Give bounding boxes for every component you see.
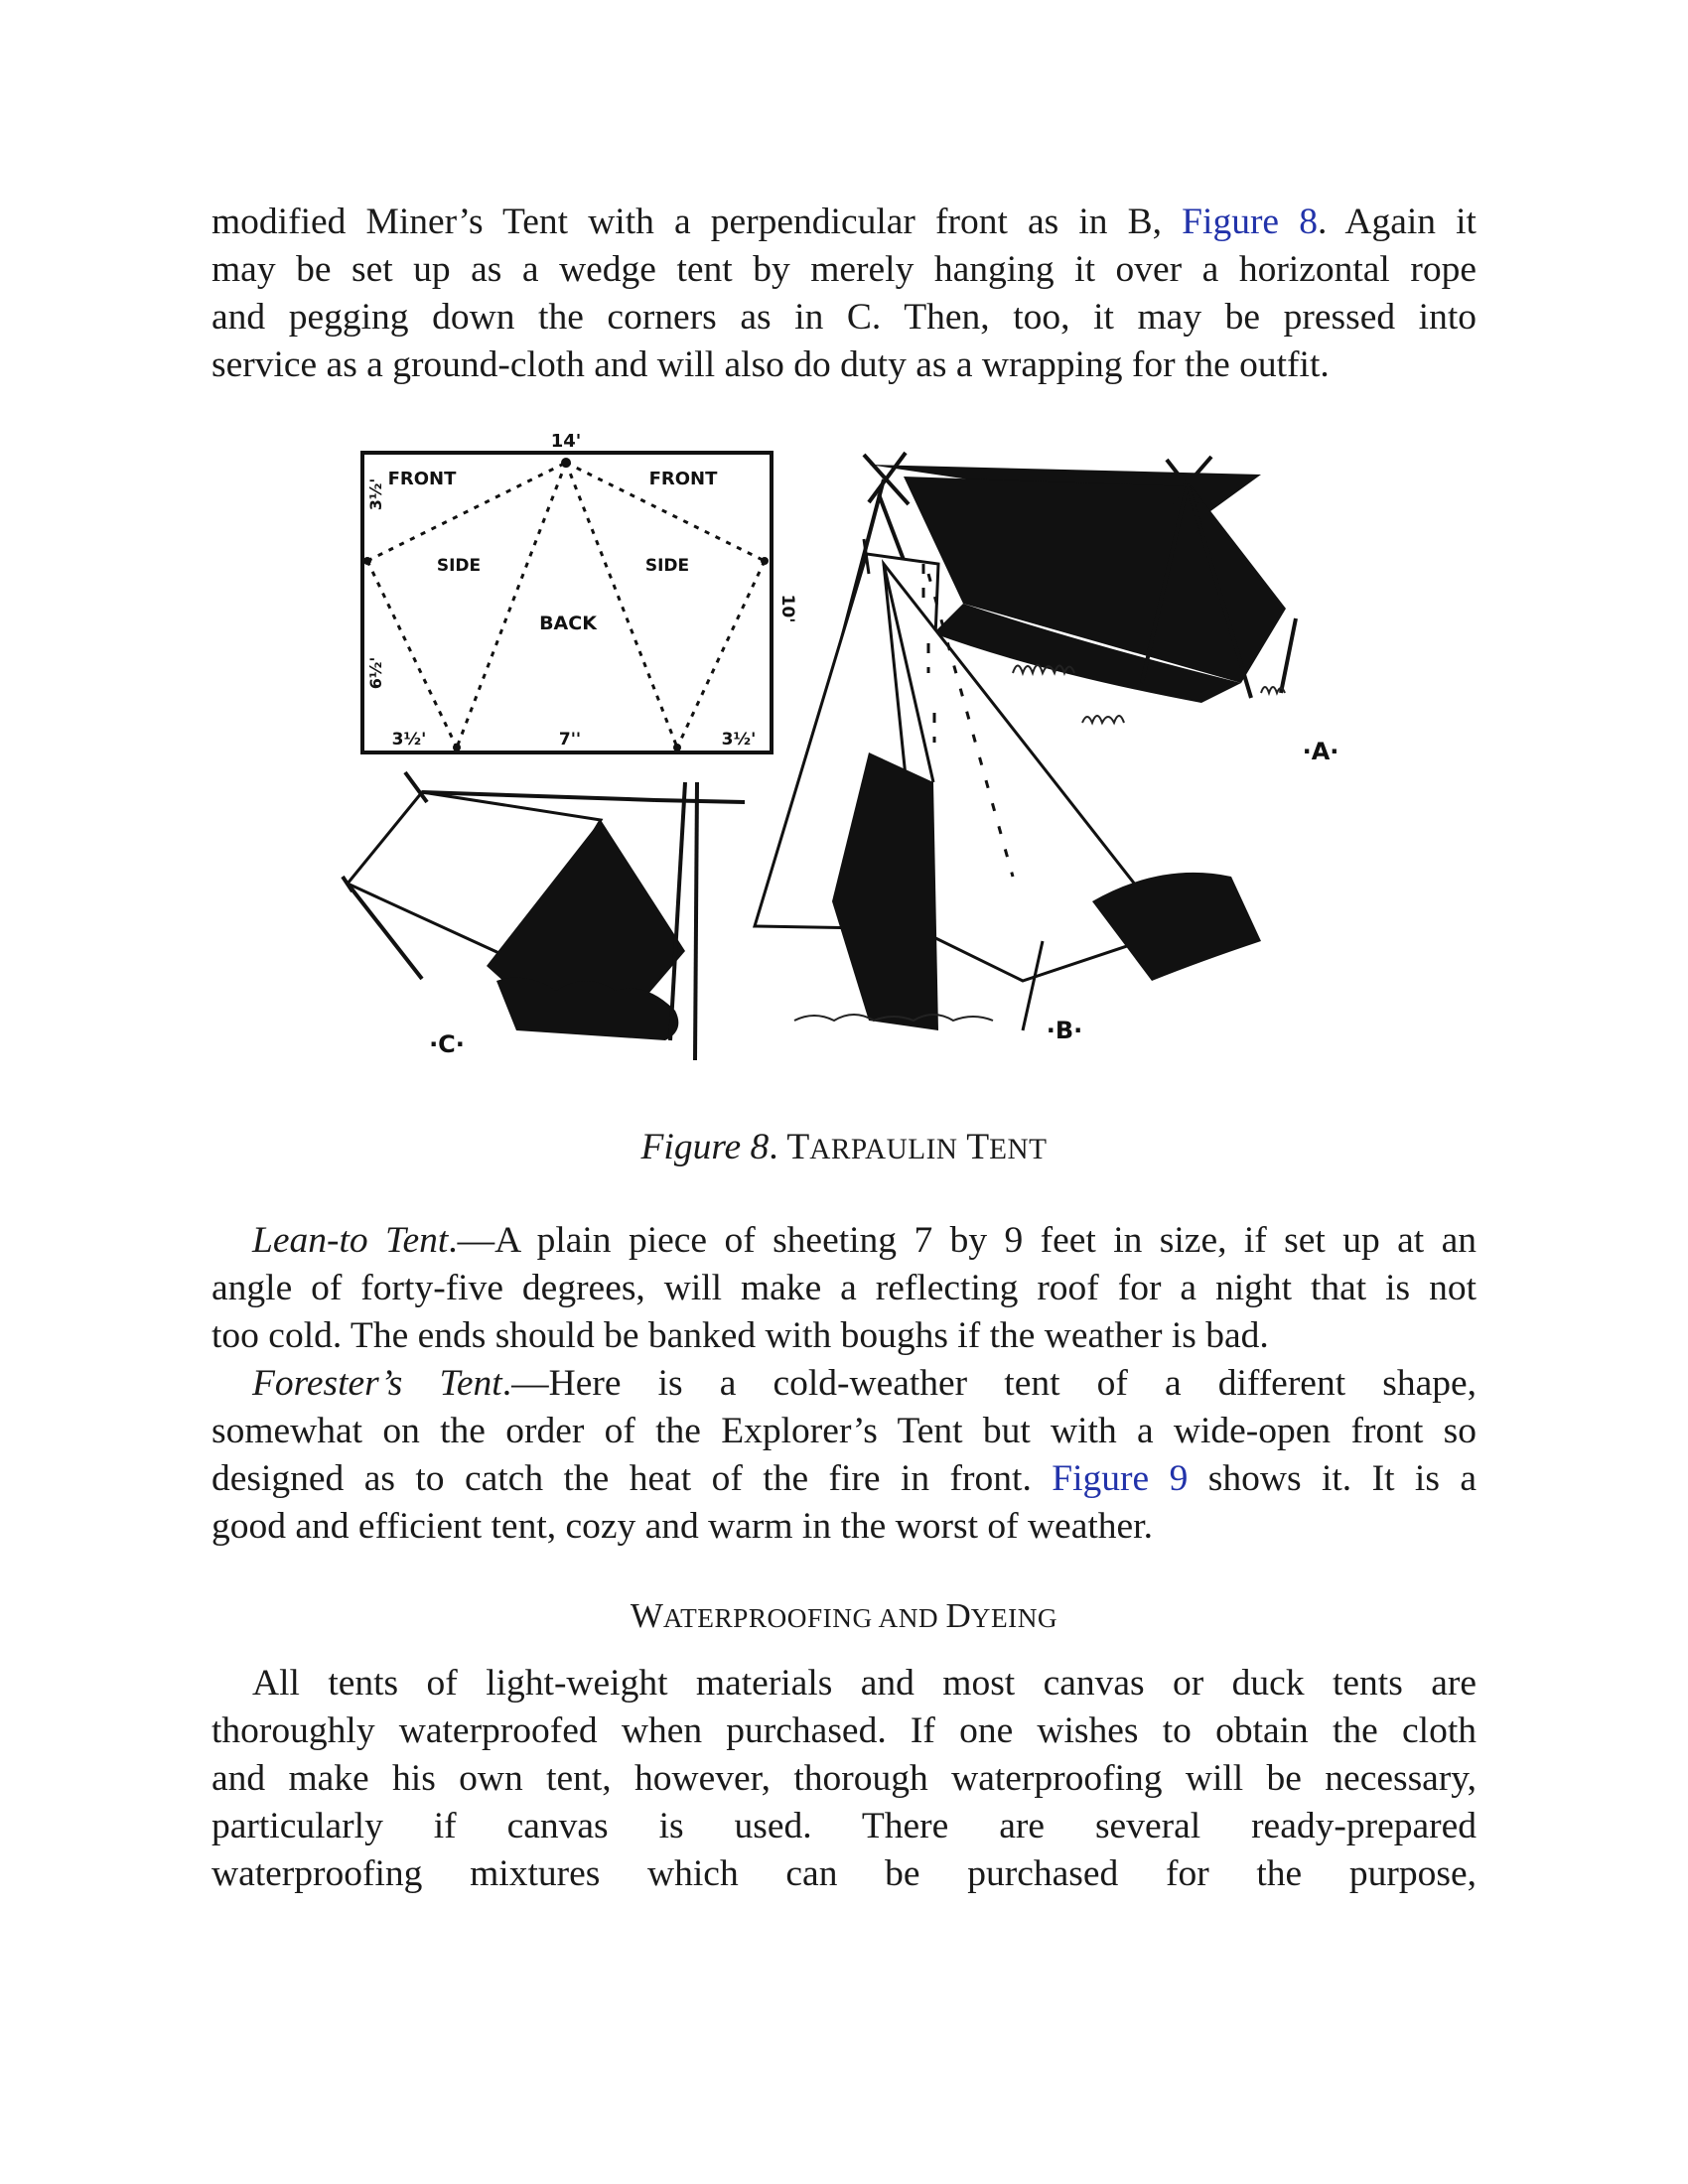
text-line: angle of forty-five degrees, will make a reflecting roof for a night that is not	[211, 1268, 1477, 1308]
text-line: service as a ground-cloth and will also do duty as a wrapping for the outfit.	[211, 344, 1330, 385]
front-right-label: FRONT	[648, 469, 718, 489]
dimension-14ft: 14'	[550, 431, 582, 452]
figure-8-link[interactable]: Figure 8	[1182, 202, 1318, 242]
dimension-bottom-left: 3½'	[391, 730, 427, 750]
tarpaulin-tent-drawing	[328, 425, 1370, 1080]
text-line: too cold. The ends should be banked with boughs if the weather is bad.	[211, 1315, 1269, 1356]
text-line: All tents of light-weight materials and most canvas or duck tents are	[252, 1663, 1477, 1704]
dimension-right-10ft: 10'	[777, 594, 797, 623]
paragraph-tarpaulin-uses	[211, 199, 1477, 389]
figure-caption: Figure 8. TARPAULIN TENT	[640, 1127, 1048, 1167]
front-left-label: FRONT	[387, 469, 457, 489]
text-line: may be set up as a wedge tent by merely hanging it over a horizontal rope	[211, 249, 1477, 290]
dimension-left-top: 3½'	[366, 478, 385, 511]
paragraph-lean-to-tent	[211, 1217, 1477, 1360]
text-line: designed as to catch the heat of the fire in front. Figure 9 shows it. It is a	[211, 1458, 1477, 1499]
tent-c-drawing	[343, 772, 745, 1060]
tent-a-label: ·A·	[1302, 738, 1339, 765]
text-line: modified Miner’s Tent with a perpendicular front as in B, Figure 8. Again it	[211, 202, 1477, 242]
text-line: particularly if canvas is used. There are several ready-prepared	[211, 1806, 1477, 1846]
section-heading: WATERPROOFING AND DYEING	[630, 1596, 1058, 1635]
figure-9-link[interactable]: Figure 9	[1052, 1458, 1189, 1499]
text-line: Forester’s Tent.—Here is a cold-weather tent of a different shape,	[252, 1363, 1477, 1404]
dimension-left-bottom: 6½'	[366, 656, 385, 690]
tent-b-label: ·B·	[1046, 1017, 1083, 1044]
figure-8-illustration	[328, 425, 1370, 1080]
back-label: BACK	[539, 613, 597, 634]
tarpaulin-cutting-diagram	[362, 431, 797, 752]
text-line: Lean-to Tent.—A plain piece of sheeting 7 by 9 feet in size, if set up at an	[252, 1220, 1477, 1261]
text-line: waterproofing mixtures which can be purchased for the purpose,	[211, 1853, 1477, 1894]
text-line: good and efficient tent, cozy and warm in the worst of weather.	[211, 1506, 1153, 1547]
side-right-label: SIDE	[644, 556, 690, 576]
tent-c-label: ·C·	[429, 1030, 465, 1058]
paragraph-waterproofing	[211, 1660, 1477, 1898]
text-line: and make his own tent, however, thorough waterproofing will be necessary,	[211, 1758, 1477, 1799]
paragraph-foresters-tent	[211, 1360, 1477, 1551]
dimension-bottom-middle: 7''	[558, 730, 582, 750]
text-line: somewhat on the order of the Explorer’s Tent but with a wide-open front so	[211, 1411, 1477, 1451]
side-left-label: SIDE	[436, 556, 482, 576]
text-line: thoroughly waterproofed when purchased. If one wishes to obtain the cloth	[211, 1710, 1477, 1751]
text-line: and pegging down the corners as in C. Then, too, it may be pressed into	[211, 297, 1477, 338]
dimension-bottom-right: 3½'	[721, 730, 757, 750]
